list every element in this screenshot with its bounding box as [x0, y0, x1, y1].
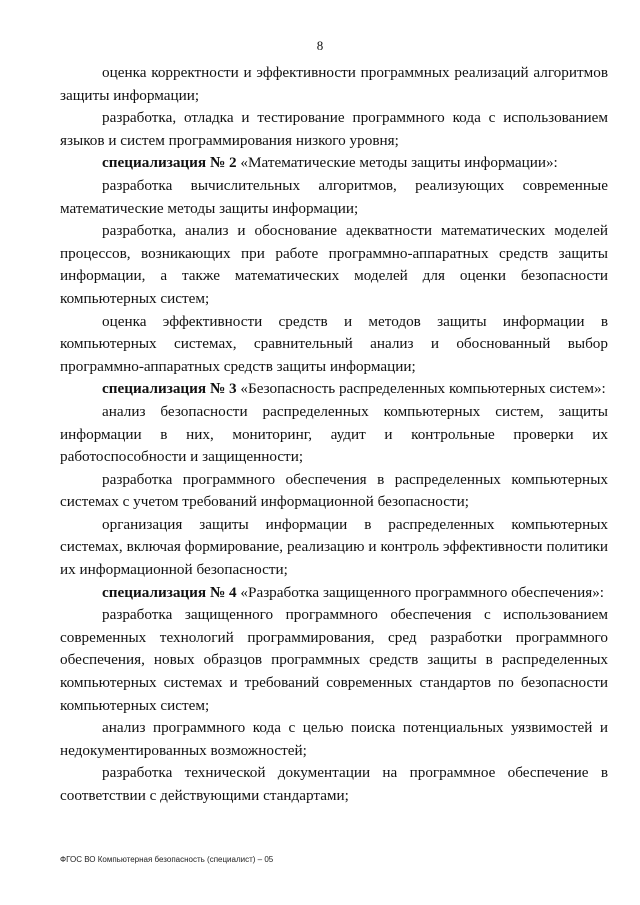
paragraph-text: «Математические методы защиты информации»:: [236, 154, 558, 172]
paragraph: [60, 717, 608, 762]
paragraph: [60, 62, 608, 107]
paragraph: [60, 604, 608, 717]
paragraph: [60, 311, 608, 379]
paragraph: [60, 762, 608, 807]
specialization-heading: специализация № 3: [102, 380, 237, 398]
paragraph-text: оценка корректности и эффективности программных реализаций алгоритмов защиты информации;: [60, 64, 608, 104]
page-footer: ФГОС ВО Компьютерная безопасность (специалист) – 05: [60, 855, 274, 864]
paragraph: [60, 220, 608, 310]
paragraph-text: оценка эффективности средств и методов защиты информации в компьютерных системах, сравнительный анализ и обоснованный выбор программно-аппаратных средств защиты информации;: [60, 312, 608, 375]
paragraph-text: разработка программного обеспечения в распределенных компьютерных системах с учетом требований информационной безопасности;: [60, 470, 608, 511]
paragraph-text: «Разработка защищенного программного обеспечения»:: [236, 583, 605, 601]
paragraph-text: анализ программного кода с целью поиска потенциальных уязвимостей и недокументированных возможностей;: [60, 719, 608, 759]
paragraph: [60, 152, 608, 175]
paragraph: [60, 175, 608, 220]
paragraph: [60, 378, 608, 401]
paragraph: [60, 582, 608, 605]
paragraph: [60, 469, 608, 514]
specialization-heading: специализация № 4: [102, 583, 237, 601]
page-number: 8: [316, 38, 324, 53]
paragraph-text: разработка, анализ и обоснование адекватности математических моделей процессов, возникающих при работе программно-аппаратных средств защиты информации, а также математических моделей для оценки безопасности компьютерных систем;: [60, 222, 608, 307]
paragraph-text: разработка технической документации на программное обеспечение в соответствии с действующими стандартами;: [60, 764, 608, 804]
paragraph: [60, 401, 608, 469]
paragraph-text: «Безопасность распределенных компьютерных систем»:: [236, 380, 606, 398]
paragraph-text: разработка защищенного программного обеспечения с использованием современных технологий программирования, сред разработки программного обеспечения, новых образцов программных средств защиты в распределенных компьютерных системах и требований современных стандартов по безопасности компьютерных систем;: [60, 606, 608, 714]
paragraph-text: анализ безопасности распределенных компьютерных систем, защиты информации в них, мониторинг, аудит и контрольные проверки их работоспособности и защищенности;: [60, 402, 608, 466]
paragraph-text: организация защиты информации в распределенных компьютерных системах, включая формирование, реализацию и контроль эффективности политики их информационной безопасности;: [60, 515, 608, 579]
specialization-heading: специализация № 2: [102, 154, 237, 172]
document-body: [60, 62, 608, 808]
paragraph-text: разработка, отладка и тестирование программного кода с использованием языков и систем программирования низкого уровня;: [60, 109, 608, 149]
paragraph-text: разработка вычислительных алгоритмов, реализующих современные математические методы защиты информации;: [60, 176, 608, 217]
paragraph: [60, 107, 608, 152]
paragraph: [60, 514, 608, 582]
